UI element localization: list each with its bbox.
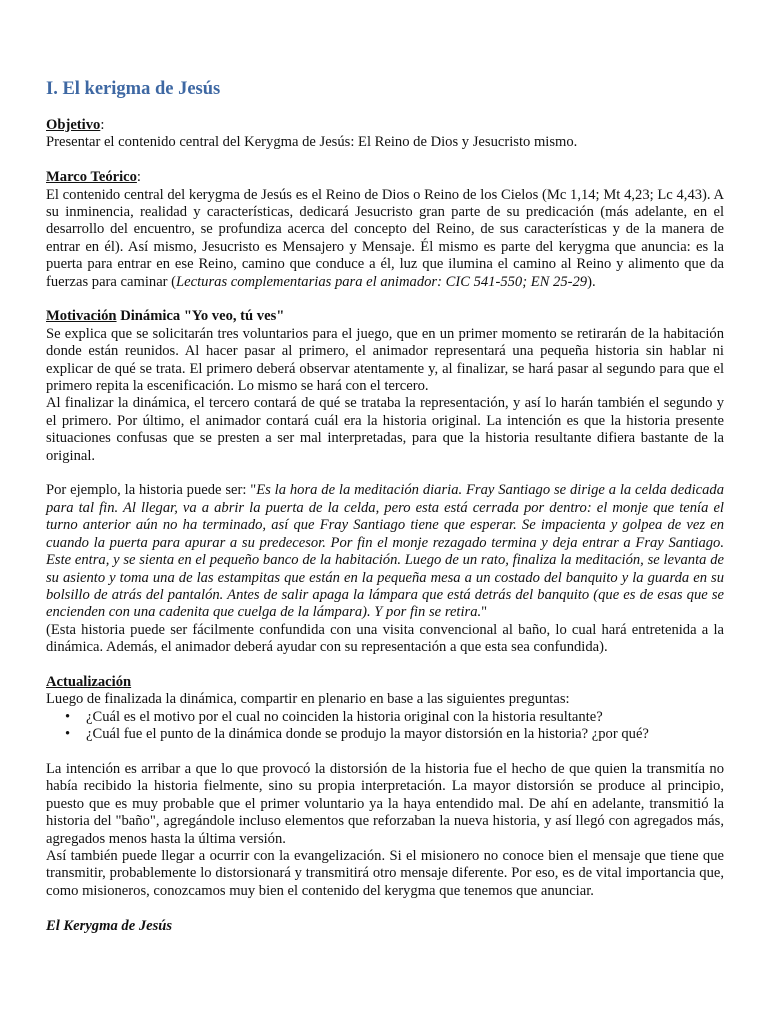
example-story: Es la hora de la meditación diaria. Fray Santiago se dirige a la celda dedicada para tal fin. Al llegar, va a abrir la puerta de la celda, pero esta está cerrada por dentro: el monje que tenía el turno anterior aún no ha terminado, así que Fray Santiago tiene que esperar. Se impacienta y golpea de vez en cuando la puerta para apurar a su predecesor. Por fin el monje rezagado termina y deja entrar a Fray Santiago. Este entra, y se sienta en el pequeño banco de la habitación. Luego de un rato, finaliza la meditación, se levanta de su asiento y toma una de las estampitas que están en la pequeña mesa a un costado del banquito y la guarda en su bolsillo de atrás del pantalón. Antes de salir apaga la lámpara que está detrás del banquito (que es de esas que se encienden con una cadenita que cuelga de la lámpara). Y por fin se retira. xyxy=(46,482,724,621)
motivacion-section xyxy=(46,308,724,656)
actualizacion-intro: Luego de finalizada la dinámica, compartir en plenario en base a las siguientes preguntas: xyxy=(46,691,570,708)
example-close: " xyxy=(481,604,488,621)
actualizacion-para-1: La intención es arribar a que lo que provocó la distorsión de la historia fue el hecho de que quien la transmitía no había recibido la historia fielmente, sino su propia interpretación. La mayor distorsión se produce al principio, puesto que es muy probable que el primer voluntario ya la haya entendido mal. De ahí en adelante, transmitió la historia del "baño", agregándole incluso elementos que reforzaban la nueva historia, y así llegó con agregados más, agregados menos hasta la última versión. xyxy=(46,760,724,847)
actualizacion-section xyxy=(46,674,724,900)
question-item: • ¿Cuál fue el punto de la dinámica donde se produjo la mayor distorsión en la historia? ¿por qué? xyxy=(86,726,724,743)
objetivo-text: Presentar el contenido central del Kerygma de Jesús: El Reino de Dios y Jesucristo mismo. xyxy=(46,134,578,151)
motivacion-example xyxy=(46,482,724,621)
actualizacion-para-2: Así también puede llegar a ocurrir con la evangelización. Si el misionero no conoce bien el mensaje que tiene que transmitir, probablemente lo distorsionará y transmitirá otro mensaje diferente. Por eso, es de vital importancia que, como misioneros, conozcamos muy bien el contenido del kerygma que tenemos que anunciar. xyxy=(46,847,724,899)
question-list xyxy=(46,709,724,744)
motivacion-para-2: Al finalizar la dinámica, el tercero contará de qué se trataba la representación, y así lo harán también el segundo y el primero. Por último, el animador contará cuál era la historia original. La intención es que la historia presente situaciones confusas que se presten a ser mal interpretadas, para que la historia resultante difiera bastante de la original. xyxy=(46,395,724,464)
objetivo-section xyxy=(46,117,724,152)
closing-heading: El Kerygma de Jesús xyxy=(46,917,173,934)
motivacion-subheading: Dinámica "Yo veo, tú ves" xyxy=(120,308,285,325)
objetivo-heading-line: Objetivo: xyxy=(46,117,105,133)
marco-body: El contenido central del kerygma de Jesús es el Reino de Dios o Reino de los Cielos (Mc 1,14; Mt 4,23; Lc 4,43). A su inminencia, realidad y características, dedicará Jesucristo gran parte de su predicación (más adelante, en el desarrollo del encuentro, se profundiza acerca del concepto del Reino, de sus características y de la manera de entrar en él). Así mismo, Jesucristo es Mensajero y Mensaje. Él mismo es parte del kerygma que anuncia: es la puerta para entrar en ese Reino, camino que conduce a él, luz que ilumina el camino al Reino y alimento que da fuerzas para caminar ( xyxy=(46,186,724,290)
question-item: • ¿Cuál es el motivo por el cual no coinciden la historia original con la historia resultante? xyxy=(86,709,724,726)
marco-reference: Lecturas complementarias para el animador: CIC 541-550; EN 25-29 xyxy=(176,273,588,290)
motivacion-note: (Esta historia puede ser fácilmente confundida con una visita convencional al baño, lo cual hará entretenida a la dinámica. Además, el animador deberá ayudar con su representación a que esta sea confundida). xyxy=(46,621,724,656)
page-title: I. El kerigma de Jesús xyxy=(46,79,221,99)
marco-heading-line: Marco Teórico: xyxy=(46,169,141,186)
motivacion-para-1: Se explica que se solicitarán tres voluntarios para el juego, que en un primer momento se retirarán de la habitación donde están reunidos. Al hacer pasar al primero, el animador representará una pequeña historia sin hablar ni explicar de qué se trata. El primero deberá observar atentamente y, al finalizar, se hará pasar al segundo para que el primero repita la escenificación. Lo mismo se hará con el tercero. xyxy=(46,325,724,395)
marco-section xyxy=(46,169,724,291)
actualizacion-heading: Actualización xyxy=(46,673,132,690)
example-intro: Por ejemplo, la historia puede ser: " xyxy=(46,482,257,499)
marco-after-reference: ). xyxy=(587,273,596,290)
objetivo-heading: Objetivo xyxy=(46,117,101,133)
motivacion-heading: Motivación xyxy=(46,308,117,325)
motivacion-heading-line xyxy=(46,308,724,325)
marco-text xyxy=(46,187,724,291)
marco-heading: Marco Teórico xyxy=(46,169,137,186)
actualizacion-heading-line xyxy=(46,674,724,691)
